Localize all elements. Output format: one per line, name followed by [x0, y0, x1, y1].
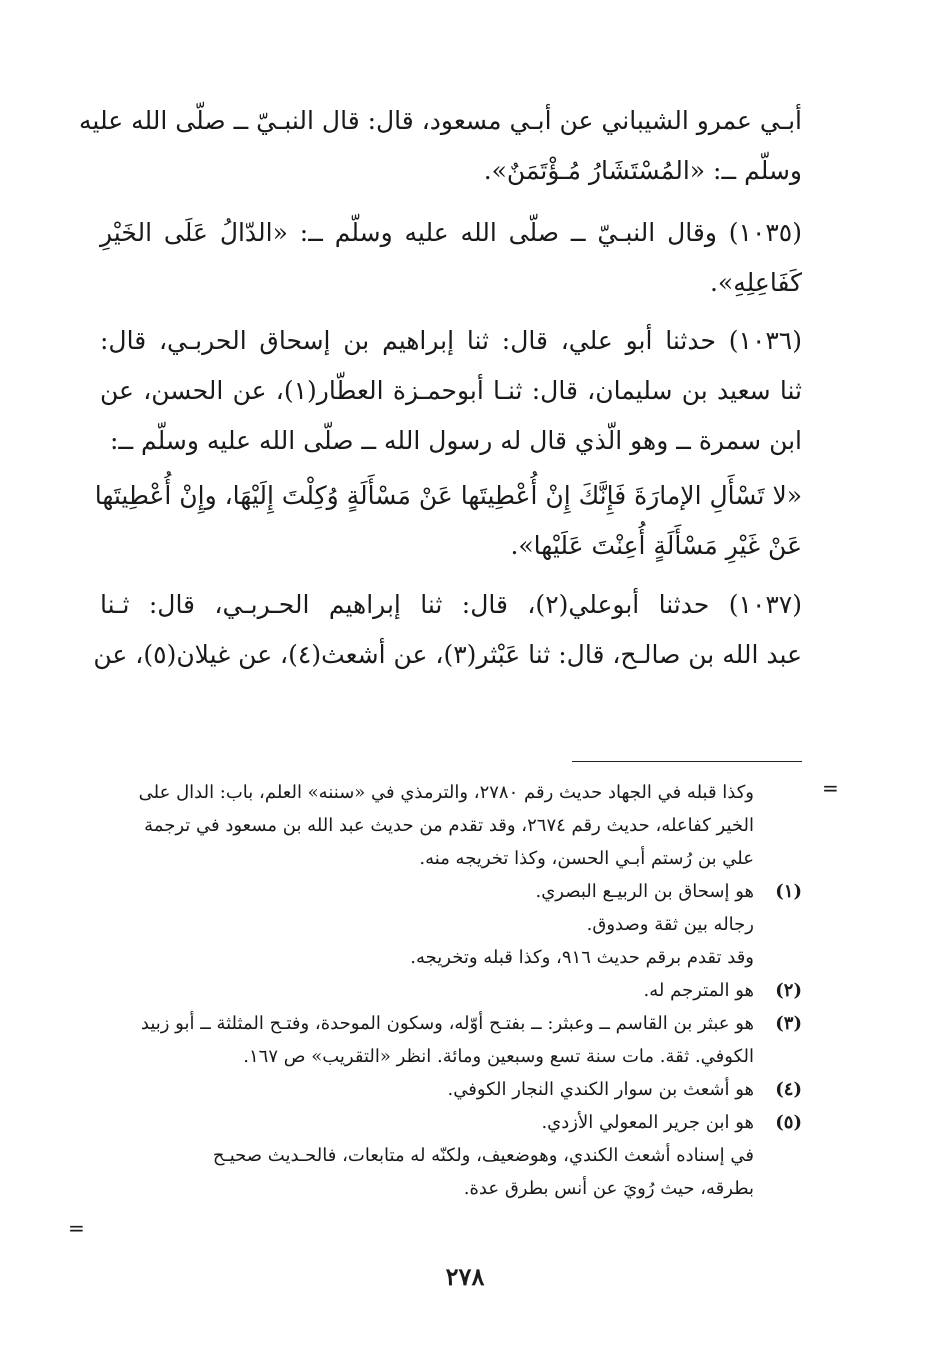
text-line: عبد الله بن صالـح، قال: ثنا عَبْثر(٣)، عن أشعث(٤)، عن غيلان(٥)، عن: [93, 640, 802, 669]
footnote-line: وقد تقدم برقم حديث ٩١٦، وكذا قبله وتخريجه.: [410, 947, 754, 968]
text-line: ابن سمرة ــ وهو الّذي قال له رسول الله ــ صلّى الله عليه وسلّم ــ:: [109, 426, 802, 455]
text-line: ثنا سعيد بن سليمان، قال: ثنـا أبوحمـزة العطّار(١)، عن الحسن، عن: [100, 376, 802, 405]
hadith-1035: [100, 208, 802, 308]
footnote-line: بطرقه، حيث رُويَ عن أنس بطرق عدة.: [463, 1178, 754, 1199]
text-line: (١٠٣٧) حدثنا أبوعلي(٢)، قال: ثنا إبراهيم الحـربـي، قال: ثـنا: [100, 590, 802, 619]
footnote-3: [100, 1007, 802, 1073]
continuation-mark-bottom: =: [68, 1216, 85, 1240]
continuation-mark-top: =: [822, 776, 839, 800]
footnote-line: رجاله بين ثقة وصدوق.: [586, 914, 754, 935]
text-line: أبـي عمرو الشيباني عن أبـي مسعود، قال: قال النبـيّ ــ صلّى الله عليه: [79, 106, 802, 135]
footnote-line: هو إسحاق بن الربيـع البصري.: [535, 881, 754, 902]
text-line: (١٠٣٥) وقال النبـيّ ــ صلّى الله عليه وسلّم ــ: «الدّالُ عَلَى الخَيْرِ: [100, 218, 802, 247]
footnote-number: (٣): [775, 1013, 802, 1034]
footnote-line: الكوفي. ثقة. مات سنة تسع وسبعين ومائة. انظر «التقريب» ص ١٦٧.: [243, 1046, 754, 1067]
footnote-5: [100, 1106, 802, 1205]
footnote-2: [100, 974, 802, 1007]
text-line: عَنْ غَيْرِ مَسْأَلَةٍ أُعِنْتَ عَلَيْها».: [510, 531, 802, 560]
footnote-1: [100, 875, 802, 974]
hadith-quote: [94, 471, 802, 571]
footnote-number: (١): [775, 881, 802, 902]
page-number: ٢٧٨: [445, 1262, 485, 1291]
footnote-line: علي بن رُستم أبـي الحسن، وكذا تخريجه منه.: [419, 848, 754, 869]
text-line: وسلّم ــ: «المُسْتَشَارُ مُـؤْتَمَنٌ».: [483, 156, 802, 185]
footnote-line: في إسناده أشعث الكندي، وهوضعيف، ولكنّه له متابعات، فالحـديث صحيـح: [212, 1145, 754, 1166]
text-line: كَفَاعِلِهِ».: [709, 268, 802, 297]
footnote-line: وكذا قبله في الجهاد حديث رقم ٢٧٨٠، والترمذي في «سننه» العلم، باب: الدال على: [138, 782, 754, 803]
footnote-4: [100, 1073, 802, 1106]
paragraph-1: [79, 96, 802, 196]
footnote-continuation: [100, 776, 802, 875]
footnote-separator: [572, 761, 802, 762]
footnote-number: (٢): [775, 980, 802, 1001]
text-line: «لا تَسْأَلِ الإمارَةَ فَإِنَّكَ إِنْ أُعْطِيتَها عَنْ مَسْأَلَةٍ وُكِلْتَ إِلَيْهَا، وإِنْ أُعْطِيتَها: [94, 481, 802, 510]
footnote-line: هو أشعث بن سوار الكندي النجار الكوفي.: [447, 1079, 754, 1100]
main-text: [79, 96, 802, 196]
footnote-line: هو عبثر بن القاسم ــ وعبثر: ــ بفتـح أوّله، وسكون الموحدة، وفتـح المثلثة ــ أبو زبيد: [140, 1013, 754, 1034]
footnote-number: (٤): [775, 1079, 802, 1100]
text-line: (١٠٣٦) حدثنا أبو علي، قال: ثنا إبراهيم بن إسحاق الحربـي، قال:: [100, 326, 802, 355]
footnote-number: (٥): [775, 1112, 802, 1133]
hadith-1036: [100, 316, 802, 466]
hadith-1037: [93, 580, 802, 680]
footnote-line: هو المترجم له.: [643, 980, 754, 1001]
footnote-line: الخير كفاعله، حديث رقم ٢٦٧٤، وقد تقدم من حديث عبد الله بن مسعود في ترجمة: [144, 815, 754, 836]
footnote-line: هو ابن جرير المعولي الأزدي.: [541, 1112, 754, 1133]
footnotes: [100, 776, 802, 1205]
